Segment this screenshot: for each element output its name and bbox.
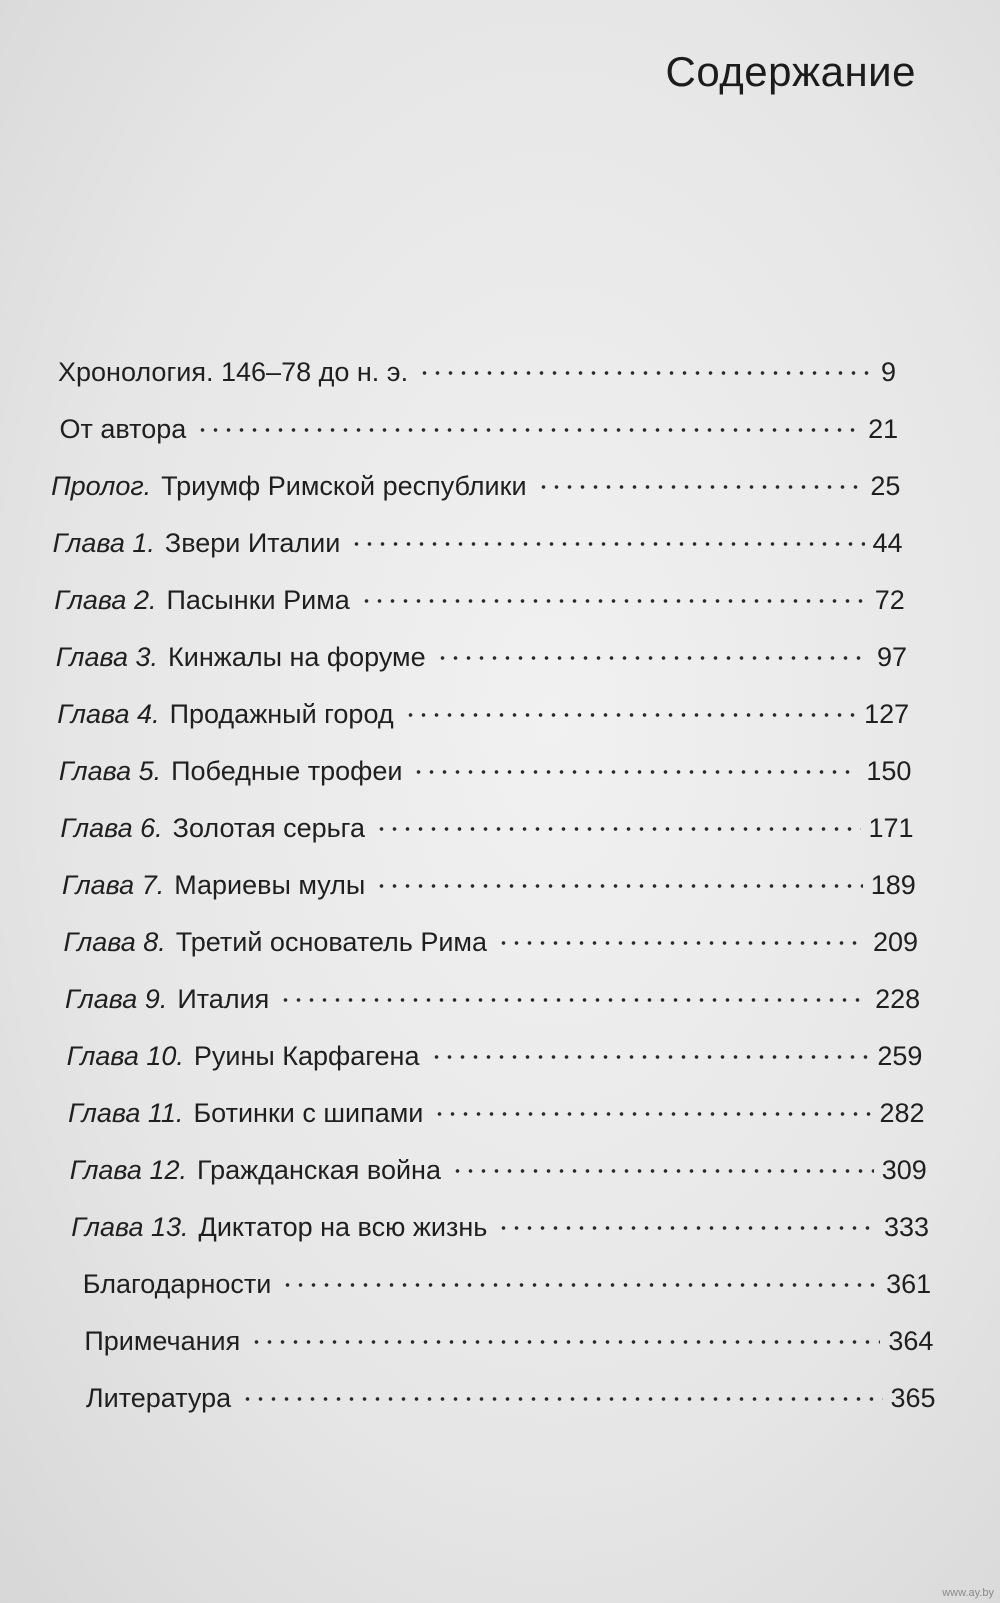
dot-leader	[375, 882, 862, 890]
toc-entry	[62, 865, 916, 905]
toc-entry-title: Триумф Римской республики	[161, 471, 527, 501]
dot-leader	[196, 426, 860, 434]
toc-entry	[70, 1150, 927, 1190]
toc-entry	[76, 1378, 936, 1418]
toc-entry-prefix: Глава 10.	[66, 1041, 184, 1071]
toc-entry-title: Кинжалы на форуме	[168, 642, 426, 672]
toc-entry	[73, 1264, 931, 1304]
dot-leader	[430, 1053, 870, 1061]
toc-entry-label	[54, 580, 350, 620]
toc-entry-label	[76, 1378, 231, 1418]
dot-leader	[250, 1338, 880, 1346]
toc-entry-page: 72	[874, 585, 905, 615]
dot-leader	[433, 1110, 871, 1118]
toc-entry-label	[67, 1036, 420, 1076]
dot-leader	[241, 1395, 882, 1403]
toc-entry-label	[53, 523, 341, 563]
toc-entry-page: 282	[879, 1098, 925, 1128]
toc-entry-label	[62, 865, 365, 905]
toc-entry-page: 364	[888, 1326, 934, 1356]
toc-entry-title: Хронология. 146–78 до н. э.	[58, 357, 409, 387]
toc-entry-prefix: Глава 7.	[61, 870, 165, 900]
toc-entry-title: Победные трофеи	[171, 756, 403, 786]
toc-entry-label	[74, 1321, 240, 1361]
toc-entry-page: 21	[868, 414, 899, 444]
toc-entry-page: 189	[870, 870, 916, 900]
toc-entry-label	[56, 637, 426, 677]
toc-entry-page: 365	[890, 1383, 936, 1413]
toc-entry-label	[73, 1264, 272, 1304]
toc-entry-label	[71, 1207, 487, 1247]
toc-entry-label	[48, 352, 408, 392]
toc-entry-prefix: Глава 1.	[52, 528, 155, 558]
toc-entry	[65, 979, 920, 1019]
dot-leader	[418, 369, 873, 377]
toc-entry-prefix: Пролог.	[51, 471, 152, 501]
toc-entry-title: Золотая серьга	[172, 813, 365, 843]
toc-entry-title: Италия	[177, 984, 270, 1014]
toc-entry	[51, 466, 900, 506]
toc-entry-label	[70, 1150, 441, 1190]
toc-entry-label	[64, 922, 488, 962]
toc-entry-page: 97	[876, 642, 907, 672]
dot-leader	[412, 768, 858, 776]
dot-leader	[404, 711, 857, 719]
toc-entry	[74, 1321, 933, 1361]
toc-entry-prefix: Глава 11.	[68, 1098, 184, 1128]
toc-entry-title: Третий основатель Рима	[175, 927, 488, 957]
dot-leader	[360, 597, 867, 605]
toc-entry	[68, 1093, 924, 1133]
toc-entry	[64, 922, 919, 962]
toc-entry	[60, 808, 913, 848]
toc-entry	[59, 751, 912, 791]
toc-entry	[53, 523, 903, 563]
toc-entry-page: 209	[872, 927, 918, 957]
toc-entry-title: Примечания	[84, 1326, 241, 1356]
toc-entry	[67, 1036, 923, 1076]
toc-entry	[54, 580, 905, 620]
toc-entry-prefix: Глава 4.	[57, 699, 160, 729]
toc-entry-page: 361	[886, 1269, 932, 1299]
toc-entry-title: Продажный город	[169, 699, 394, 729]
toc-entry-title: Благодарности	[82, 1269, 272, 1299]
toc-entry-title: Пасынки Рима	[166, 585, 350, 615]
toc-entry-title: Звери Италии	[164, 528, 341, 558]
watermark-text: www.ay.by	[942, 1587, 994, 1599]
dot-leader	[279, 996, 867, 1004]
toc-entry-page: 127	[864, 699, 910, 729]
toc-entry-prefix: Глава 9.	[65, 984, 168, 1014]
dot-leader	[497, 939, 865, 947]
toc-entry-label	[65, 979, 269, 1019]
toc-entry-label	[59, 751, 403, 791]
dot-leader	[350, 540, 864, 548]
toc-entry-title: Руины Карфагена	[193, 1041, 420, 1071]
toc-entry	[57, 694, 909, 734]
toc-entry-label	[60, 808, 365, 848]
toc-entry-page: 333	[883, 1212, 929, 1242]
toc-entry-prefix: Глава 13.	[71, 1212, 189, 1242]
toc-entry-label	[68, 1093, 423, 1133]
toc-entry-prefix: Глава 3.	[55, 642, 159, 672]
toc-entry-page: 309	[881, 1155, 927, 1185]
toc-entry-page: 259	[877, 1041, 923, 1071]
toc-entry-page: 171	[868, 813, 914, 843]
toc-entry	[56, 637, 907, 677]
toc-entry-page: 44	[872, 528, 903, 558]
toc-entry-prefix: Глава 5.	[58, 756, 162, 786]
toc-entry-page: 150	[866, 756, 912, 786]
dot-leader	[281, 1281, 878, 1289]
dot-leader	[375, 825, 861, 833]
toc-entry-title: От автора	[59, 414, 187, 444]
toc-entry-title: Мариевы мулы	[174, 870, 366, 900]
toc-entry-title: Диктатор на всю жизнь	[198, 1212, 488, 1242]
toc-entry	[71, 1207, 929, 1247]
toc-entry-page: 25	[870, 471, 901, 501]
dot-leader	[451, 1167, 874, 1175]
toc-entry-prefix: Глава 12.	[69, 1155, 187, 1185]
toc-entry	[48, 352, 896, 392]
dot-leader	[436, 654, 869, 662]
toc-entry-title: Гражданская война	[196, 1155, 441, 1185]
toc-entry-page: 228	[875, 984, 921, 1014]
dot-leader	[537, 483, 863, 491]
toc-entry-page: 9	[880, 357, 896, 387]
page-title: Содержание	[665, 48, 916, 95]
toc-entry-label	[51, 466, 526, 506]
toc-entry-prefix: Глава 6.	[60, 813, 163, 843]
dot-leader	[497, 1224, 876, 1232]
toc-entry-prefix: Глава 2.	[54, 585, 157, 615]
toc-entry-title: Литература	[85, 1383, 232, 1413]
toc-entry-title: Ботинки с шипами	[193, 1098, 424, 1128]
toc-entry-label	[57, 694, 393, 734]
toc-entry	[50, 409, 899, 449]
toc-entry-label	[50, 409, 187, 449]
toc-entry-prefix: Глава 8.	[63, 927, 166, 957]
